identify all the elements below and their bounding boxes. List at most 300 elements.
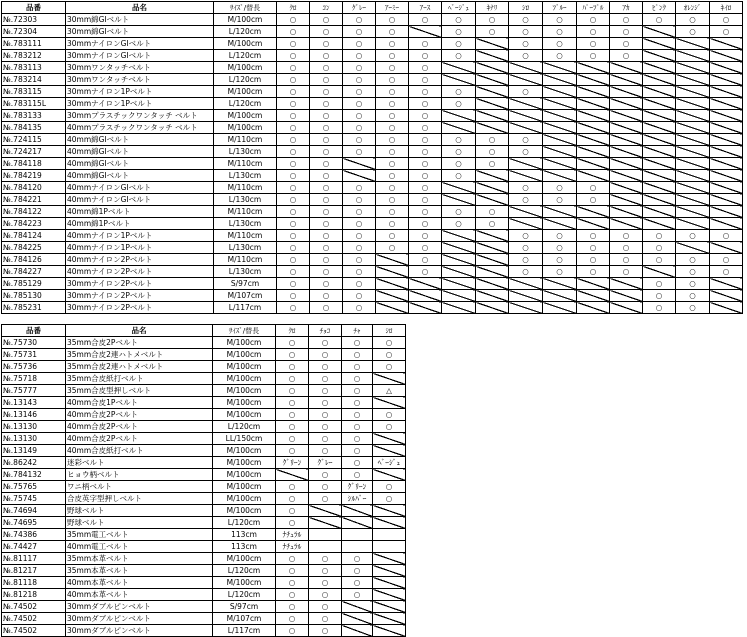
size-length: M/107cm xyxy=(213,613,276,625)
availability-cell: ○ xyxy=(643,290,676,302)
product-name: 40mmナイロン2Pベルト xyxy=(66,254,214,266)
product-name: 40mm合皮2Pベルト xyxy=(66,433,213,445)
size-length: L/130cm xyxy=(214,266,277,278)
availability-cell: ○ xyxy=(276,493,309,505)
size-length: L/120cm xyxy=(214,98,277,110)
product-name: 30mm綿GIベルト xyxy=(66,14,214,26)
product-code: №.81217 xyxy=(2,565,66,577)
availability-cell: ○ xyxy=(276,337,309,349)
table-row xyxy=(2,625,406,637)
not-available-slash xyxy=(342,505,373,517)
availability-cell: ○ xyxy=(277,146,310,158)
not-available-slash xyxy=(643,38,676,50)
availability-cell: ○ xyxy=(376,86,409,98)
availability-cell: ○ xyxy=(676,278,710,290)
not-available-slash xyxy=(476,98,509,110)
product-name: 30mmナイロン1Pベルト xyxy=(66,86,214,98)
availability-cell: ○ xyxy=(277,194,310,206)
availability-cell: ○ xyxy=(676,254,710,266)
product-code: №.81218 xyxy=(2,589,66,601)
availability-cell: ○ xyxy=(710,26,743,38)
product-code: №.13130 xyxy=(2,433,66,445)
availability-cell: ○ xyxy=(676,290,710,302)
availability-cell: ○ xyxy=(310,206,343,218)
availability-cell: ○ xyxy=(442,218,476,230)
not-available-slash xyxy=(476,182,509,194)
availability-cell: ○ xyxy=(409,254,442,266)
not-available-slash xyxy=(676,158,710,170)
availability-cell: ○ xyxy=(342,385,373,397)
product-name: 40mm本革ベルト xyxy=(66,589,213,601)
product-code: №.75736 xyxy=(2,361,66,373)
availability-cell: ○ xyxy=(409,86,442,98)
not-available-slash xyxy=(276,469,309,481)
availability-cell: ○ xyxy=(376,14,409,26)
availability-cell: ○ xyxy=(276,553,309,565)
table-row xyxy=(2,302,743,314)
size-length: M/100cm xyxy=(213,361,276,373)
availability-cell: ○ xyxy=(373,421,406,433)
not-available-slash xyxy=(710,74,743,86)
availability-cell: ○ xyxy=(309,421,342,433)
not-available-slash xyxy=(676,62,710,74)
table-row xyxy=(2,433,406,445)
availability-cell: ○ xyxy=(409,110,442,122)
product-code: №.784223 xyxy=(2,218,66,230)
not-available-slash xyxy=(509,170,543,182)
not-available-slash xyxy=(509,290,543,302)
availability-cell: ○ xyxy=(442,26,476,38)
not-available-slash xyxy=(643,26,676,38)
availability-cell: ○ xyxy=(277,254,310,266)
table-row xyxy=(2,218,743,230)
not-available-slash xyxy=(577,302,610,314)
availability-cell: ○ xyxy=(509,230,543,242)
not-available-slash xyxy=(543,302,577,314)
not-available-slash xyxy=(643,218,676,230)
not-available-slash xyxy=(476,38,509,50)
not-available-slash xyxy=(610,62,643,74)
not-available-slash xyxy=(543,146,577,158)
availability-cell: ○ xyxy=(310,158,343,170)
not-available-slash xyxy=(343,158,376,170)
availability-cell: ○ xyxy=(442,170,476,182)
not-available-slash xyxy=(543,62,577,74)
size-length: M/100cm xyxy=(214,38,277,50)
not-available-slash xyxy=(610,194,643,206)
column-header: ｼﾛ xyxy=(509,2,543,14)
product-name: 30mm綿GIベルト xyxy=(66,26,214,38)
availability-cell: ○ xyxy=(409,218,442,230)
availability-cell: ○ xyxy=(409,74,442,86)
not-available-slash xyxy=(710,206,743,218)
size-length: M/100cm xyxy=(214,14,277,26)
not-available-slash xyxy=(476,254,509,266)
availability-cell: ○ xyxy=(310,146,343,158)
product-name: 30mmナイロン2Pベルト xyxy=(66,290,214,302)
not-available-slash xyxy=(309,505,342,517)
availability-cell: ○ xyxy=(710,230,743,242)
availability-cell: ○ xyxy=(309,349,342,361)
product-code: №.784132 xyxy=(2,469,66,481)
not-available-slash xyxy=(376,290,409,302)
size-length: M/100cm xyxy=(213,445,276,457)
not-available-slash xyxy=(476,302,509,314)
availability-cell: ○ xyxy=(710,254,743,266)
size-length: M/100cm xyxy=(213,469,276,481)
availability-cell: ○ xyxy=(343,194,376,206)
not-available-slash xyxy=(676,218,710,230)
not-available-slash xyxy=(376,266,409,278)
not-available-slash xyxy=(476,50,509,62)
availability-cell: ○ xyxy=(342,433,373,445)
size-length: M/110cm xyxy=(214,134,277,146)
product-name: 40mm合皮2Pベルト xyxy=(66,421,213,433)
size-length: M/100cm xyxy=(213,385,276,397)
availability-cell: ○ xyxy=(342,349,373,361)
availability-cell: ○ xyxy=(442,158,476,170)
size-length: 113cm xyxy=(213,529,276,541)
not-available-slash xyxy=(476,290,509,302)
availability-cell xyxy=(309,529,342,541)
product-code: №.785231 xyxy=(2,302,66,314)
not-available-slash xyxy=(342,625,373,637)
availability-cell: ○ xyxy=(342,397,373,409)
availability-cell: ○ xyxy=(276,601,309,613)
availability-cell: ○ xyxy=(310,266,343,278)
availability-cell: ○ xyxy=(277,230,310,242)
table-row xyxy=(2,242,743,254)
not-available-slash xyxy=(577,86,610,98)
not-available-slash xyxy=(676,182,710,194)
table-row xyxy=(2,541,406,553)
not-available-slash xyxy=(643,122,676,134)
availability-cell: ○ xyxy=(277,74,310,86)
not-available-slash xyxy=(509,278,543,290)
availability-cell: ○ xyxy=(509,38,543,50)
not-available-slash xyxy=(676,122,710,134)
product-name: 35mm合皮2Pベルト xyxy=(66,337,213,349)
size-length: M/100cm xyxy=(214,62,277,74)
availability-cell: ○ xyxy=(309,589,342,601)
not-available-slash xyxy=(610,302,643,314)
table-row xyxy=(2,613,406,625)
product-code: №.784126 xyxy=(2,254,66,266)
availability-cell: ○ xyxy=(309,577,342,589)
size-length: L/120cm xyxy=(214,26,277,38)
availability-cell: ｼﾙﾊﾞｰ xyxy=(342,493,373,505)
not-available-slash xyxy=(543,278,577,290)
product-code: №.784221 xyxy=(2,194,66,206)
not-available-slash xyxy=(373,397,406,409)
availability-cell: ○ xyxy=(277,302,310,314)
column-header: ﾍﾞｰｼﾞｭ xyxy=(442,2,476,14)
availability-cell: ○ xyxy=(373,481,406,493)
not-available-slash xyxy=(543,206,577,218)
belt-color-table-1 xyxy=(1,1,743,314)
product-name: 40mm綿1Pベルト xyxy=(66,218,214,230)
availability-cell: ○ xyxy=(276,361,309,373)
not-available-slash xyxy=(373,433,406,445)
availability-cell: ○ xyxy=(310,86,343,98)
table-row xyxy=(2,98,743,110)
availability-cell: ｸﾞﾘｰﾝ xyxy=(342,481,373,493)
not-available-slash xyxy=(342,613,373,625)
availability-cell: ○ xyxy=(309,469,342,481)
availability-cell: ○ xyxy=(509,242,543,254)
product-name: 40mmナイロン1Pベルト xyxy=(66,230,214,242)
availability-cell: ○ xyxy=(276,433,309,445)
not-available-slash xyxy=(710,218,743,230)
not-available-slash xyxy=(610,218,643,230)
availability-cell: ○ xyxy=(509,26,543,38)
availability-cell: ○ xyxy=(476,26,509,38)
column-header: ｸﾛ xyxy=(277,2,310,14)
not-available-slash xyxy=(643,194,676,206)
not-available-slash xyxy=(476,86,509,98)
not-available-slash xyxy=(442,302,476,314)
not-available-slash xyxy=(710,38,743,50)
availability-cell: ○ xyxy=(310,182,343,194)
not-available-slash xyxy=(710,122,743,134)
availability-cell: ○ xyxy=(577,194,610,206)
column-header: ｼﾛ xyxy=(373,325,406,337)
availability-cell: ○ xyxy=(277,26,310,38)
not-available-slash xyxy=(577,62,610,74)
not-available-slash xyxy=(643,74,676,86)
availability-cell: ○ xyxy=(442,86,476,98)
availability-cell: ○ xyxy=(310,50,343,62)
not-available-slash xyxy=(710,98,743,110)
product-code: №.13146 xyxy=(2,409,66,421)
availability-cell: ○ xyxy=(343,86,376,98)
availability-cell: ○ xyxy=(277,266,310,278)
table-row xyxy=(2,577,406,589)
availability-cell: ○ xyxy=(277,242,310,254)
table-row xyxy=(2,146,743,158)
product-code: №.783115L xyxy=(2,98,66,110)
product-code: №.783115 xyxy=(2,86,66,98)
availability-cell: ○ xyxy=(509,50,543,62)
availability-cell: ○ xyxy=(610,38,643,50)
availability-cell: ○ xyxy=(409,14,442,26)
not-available-slash xyxy=(543,170,577,182)
not-available-slash xyxy=(610,290,643,302)
column-header: ｵﾚﾝｼﾞ xyxy=(676,2,710,14)
availability-cell: ○ xyxy=(342,445,373,457)
availability-cell: ○ xyxy=(310,290,343,302)
availability-cell: ○ xyxy=(476,14,509,26)
not-available-slash xyxy=(643,170,676,182)
availability-cell: ○ xyxy=(276,349,309,361)
not-available-slash xyxy=(543,134,577,146)
table-row xyxy=(2,254,743,266)
size-length: M/100cm xyxy=(213,457,276,469)
not-available-slash xyxy=(509,98,543,110)
not-available-slash xyxy=(373,505,406,517)
availability-cell: ○ xyxy=(343,26,376,38)
table-row xyxy=(2,445,406,457)
availability-cell: ○ xyxy=(476,146,509,158)
product-code: №.784227 xyxy=(2,266,66,278)
not-available-slash xyxy=(676,38,710,50)
availability-cell: ○ xyxy=(476,134,509,146)
belt-color-table-2 xyxy=(1,324,406,637)
table-row xyxy=(2,385,406,397)
product-code: №.74502 xyxy=(2,613,66,625)
product-name: 40mm電工ベルト xyxy=(66,541,213,553)
product-name: 30mmナイロン1Pベルト xyxy=(66,98,214,110)
not-available-slash xyxy=(409,278,442,290)
availability-cell: ○ xyxy=(310,302,343,314)
not-available-slash xyxy=(373,565,406,577)
availability-cell: ○ xyxy=(343,242,376,254)
availability-cell: ○ xyxy=(343,254,376,266)
availability-cell: ○ xyxy=(310,242,343,254)
availability-cell: ○ xyxy=(343,134,376,146)
table-row xyxy=(2,26,743,38)
availability-cell: ○ xyxy=(373,493,406,505)
table-row xyxy=(2,290,743,302)
product-name: 30mmナイロンGIベルト xyxy=(66,50,214,62)
size-length: L/117cm xyxy=(214,302,277,314)
not-available-slash xyxy=(643,86,676,98)
availability-cell: ○ xyxy=(577,254,610,266)
availability-cell: ○ xyxy=(342,589,373,601)
availability-cell: ○ xyxy=(310,62,343,74)
table-row xyxy=(2,206,743,218)
availability-cell: ○ xyxy=(276,517,309,529)
availability-cell: ○ xyxy=(577,38,610,50)
not-available-slash xyxy=(476,230,509,242)
not-available-slash xyxy=(577,278,610,290)
availability-cell: ○ xyxy=(577,242,610,254)
availability-cell: ○ xyxy=(342,373,373,385)
availability-cell: ○ xyxy=(343,230,376,242)
not-available-slash xyxy=(643,266,676,278)
availability-cell: ○ xyxy=(509,254,543,266)
availability-cell: ○ xyxy=(577,266,610,278)
availability-cell: ｸﾞﾘｰﾝ xyxy=(276,457,309,469)
availability-cell: ○ xyxy=(543,266,577,278)
availability-cell: ○ xyxy=(376,206,409,218)
availability-cell: ○ xyxy=(610,230,643,242)
availability-cell: ○ xyxy=(376,230,409,242)
table-row xyxy=(2,134,743,146)
availability-cell: ○ xyxy=(343,146,376,158)
column-header: ﾋﾟﾝｸ xyxy=(643,2,676,14)
availability-cell: ○ xyxy=(643,230,676,242)
not-available-slash xyxy=(643,134,676,146)
availability-cell: ○ xyxy=(409,158,442,170)
size-length: L/120cm xyxy=(213,565,276,577)
availability-cell: ○ xyxy=(309,409,342,421)
availability-cell: ○ xyxy=(376,50,409,62)
availability-cell: ○ xyxy=(276,577,309,589)
availability-cell: ○ xyxy=(442,50,476,62)
product-name: 40mm合皮1Pベルト xyxy=(66,397,213,409)
product-code: №.74386 xyxy=(2,529,66,541)
not-available-slash xyxy=(676,242,710,254)
availability-cell: ○ xyxy=(309,385,342,397)
availability-cell: ○ xyxy=(376,242,409,254)
availability-cell: ○ xyxy=(376,146,409,158)
availability-cell: ○ xyxy=(343,110,376,122)
not-available-slash xyxy=(710,62,743,74)
size-length: M/110cm xyxy=(214,206,277,218)
not-available-slash xyxy=(610,170,643,182)
not-available-slash xyxy=(509,74,543,86)
availability-cell: ○ xyxy=(676,266,710,278)
product-name: 30mmプラスチックワンタッチ ベルト xyxy=(66,110,214,122)
product-name: 40mmナイロンGIベルト xyxy=(66,194,214,206)
not-available-slash xyxy=(710,134,743,146)
size-length: M/100cm xyxy=(213,505,276,517)
availability-cell: ○ xyxy=(543,194,577,206)
availability-cell: ○ xyxy=(343,74,376,86)
table-row xyxy=(2,409,406,421)
size-length: M/100cm xyxy=(213,577,276,589)
product-code: №.783212 xyxy=(2,50,66,62)
size-length: L/120cm xyxy=(213,517,276,529)
availability-cell: ○ xyxy=(277,110,310,122)
size-length: L/130cm xyxy=(214,242,277,254)
product-code: №.13149 xyxy=(2,445,66,457)
availability-cell: ○ xyxy=(310,278,343,290)
not-available-slash xyxy=(476,194,509,206)
availability-cell: ○ xyxy=(309,337,342,349)
column-header: ﾊﾟｰﾌﾟﾙ xyxy=(577,2,610,14)
product-code: №.86242 xyxy=(2,457,66,469)
size-length: M/100cm xyxy=(213,397,276,409)
availability-cell: ○ xyxy=(643,254,676,266)
column-header: ｷﾅﾘ xyxy=(476,2,509,14)
not-available-slash xyxy=(476,170,509,182)
availability-cell: ○ xyxy=(409,62,442,74)
availability-cell: ○ xyxy=(509,146,543,158)
product-code: №.74502 xyxy=(2,601,66,613)
availability-cell: ○ xyxy=(309,613,342,625)
availability-cell: ○ xyxy=(343,62,376,74)
size-length: M/110cm xyxy=(214,182,277,194)
availability-cell: ○ xyxy=(476,206,509,218)
availability-cell: ○ xyxy=(310,170,343,182)
not-available-slash xyxy=(476,110,509,122)
table-row xyxy=(2,170,743,182)
not-available-slash xyxy=(643,98,676,110)
product-code: №.13130 xyxy=(2,421,66,433)
column-header: 品番 xyxy=(2,325,66,337)
product-code: №.75745 xyxy=(2,493,66,505)
availability-cell: ○ xyxy=(310,134,343,146)
table-row xyxy=(2,349,406,361)
size-length: M/110cm xyxy=(214,158,277,170)
availability-cell: ○ xyxy=(409,206,442,218)
not-available-slash xyxy=(309,517,342,529)
column-header: ｻｲｽﾞ/替長 xyxy=(214,2,277,14)
availability-cell: ○ xyxy=(543,50,577,62)
product-name: 35mm本革ベルト xyxy=(66,553,213,565)
not-available-slash xyxy=(610,146,643,158)
not-available-slash xyxy=(643,62,676,74)
product-code: №.784118 xyxy=(2,158,66,170)
product-name: 35mm電工ベルト xyxy=(66,529,213,541)
availability-cell: ○ xyxy=(310,230,343,242)
table-row xyxy=(2,337,406,349)
availability-cell: ○ xyxy=(376,62,409,74)
availability-cell: ○ xyxy=(543,182,577,194)
header-row xyxy=(2,325,406,337)
